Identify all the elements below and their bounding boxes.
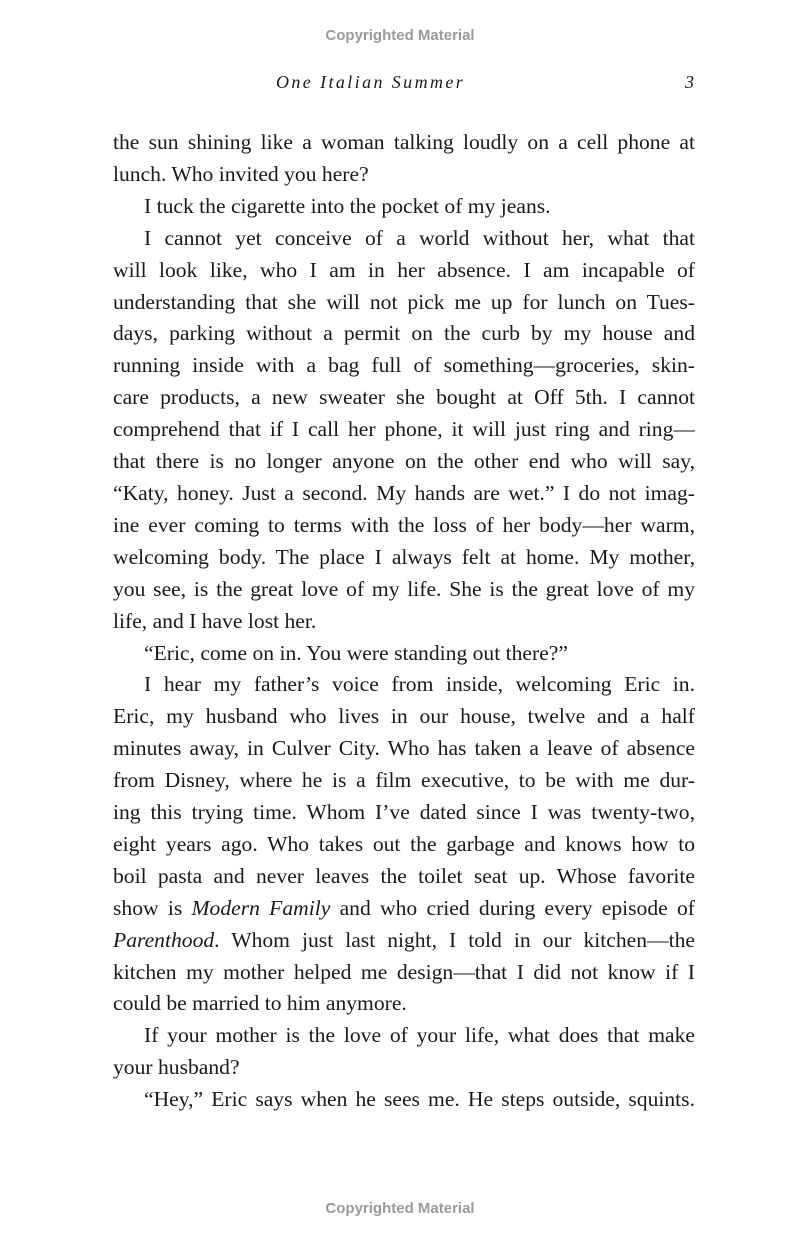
text-span: show is [113, 895, 192, 920]
text-line: days, parking without a permit on the curb by my house and [113, 321, 695, 346]
text-line: lunch. Who invited you here? [113, 161, 369, 186]
body-text [113, 127, 695, 1116]
text-span: . Whom just last night, I told in our kitchen—the [214, 927, 695, 952]
text-line: “Eric, come on in. You were standing out there?” [144, 640, 568, 665]
text-line: I cannot yet conceive of a world without her, what that [144, 225, 695, 250]
text-line: ing this trying time. Whom I’ve dated since I was twenty-two, [113, 800, 695, 825]
text-line: welcoming body. The place I always felt at home. My mother, [113, 544, 695, 569]
text-line: life, and I have lost her. [113, 608, 317, 633]
text-line: boil pasta and never leaves the toilet seat up. Whose favorite [113, 863, 695, 888]
text-line: minutes away, in Culver City. Who has taken a leave of absence [113, 736, 695, 761]
text-line: If your mother is the love of your life, what does that make [144, 1023, 695, 1048]
show-title-parenthood: Parenthood [113, 927, 215, 952]
text-span: and who cried during every episode of [330, 895, 695, 920]
text-line: kitchen my mother helped me design—that I did not know if I [113, 959, 695, 984]
show-title-modern-family: Modern Family [191, 895, 331, 920]
text-line: that there is no longer anyone on the other end who will say, [113, 449, 695, 474]
text-line: I tuck the cigarette into the pocket of my jeans. [144, 193, 551, 218]
text-line: “Hey,” Eric says when he sees me. He steps outside, squints. [144, 1087, 695, 1112]
text-line: understanding that she will not pick me up for lunch on Tues- [113, 289, 695, 314]
text-line: your husband? [113, 1055, 240, 1080]
copyright-watermark-bottom: Copyrighted Material [325, 1200, 475, 1217]
text-line: the sun shining like a woman talking loudly on a cell phone at [113, 130, 695, 154]
text-line: eight years ago. Who takes out the garbage and knows how to [113, 831, 695, 856]
text-line: from Disney, where he is a film executive, to be with me dur- [113, 768, 695, 793]
text-line: comprehend that if I call her phone, it will just ring and ring— [113, 417, 695, 442]
running-head-title: One Italian Summer [276, 72, 466, 92]
text-line: ine ever coming to terms with the loss of her body—her warm, [113, 512, 695, 537]
text-line [113, 925, 695, 957]
text-line [113, 893, 695, 925]
text-line: I hear my father’s voice from inside, welcoming Eric in. [144, 672, 695, 697]
text-line: you see, is the great love of my life. She is the great love of my [113, 576, 695, 601]
text-line: will look like, who I am in her absence. I am incapable of [113, 257, 695, 282]
text-line: “Katy, honey. Just a second. My hands are wet.” I do not imag- [113, 480, 695, 505]
text-line: Eric, my husband who lives in our house, twelve and a half [113, 704, 695, 729]
text-line: running inside with a bag full of something—groceries, skin- [113, 353, 695, 378]
copyright-watermark-top: Copyrighted Material [325, 27, 475, 44]
text-line: care products, a new sweater she bought at Off 5th. I cannot [113, 385, 695, 410]
text-line: could be married to him anymore. [113, 991, 407, 1016]
page-number: 3 [685, 72, 694, 92]
